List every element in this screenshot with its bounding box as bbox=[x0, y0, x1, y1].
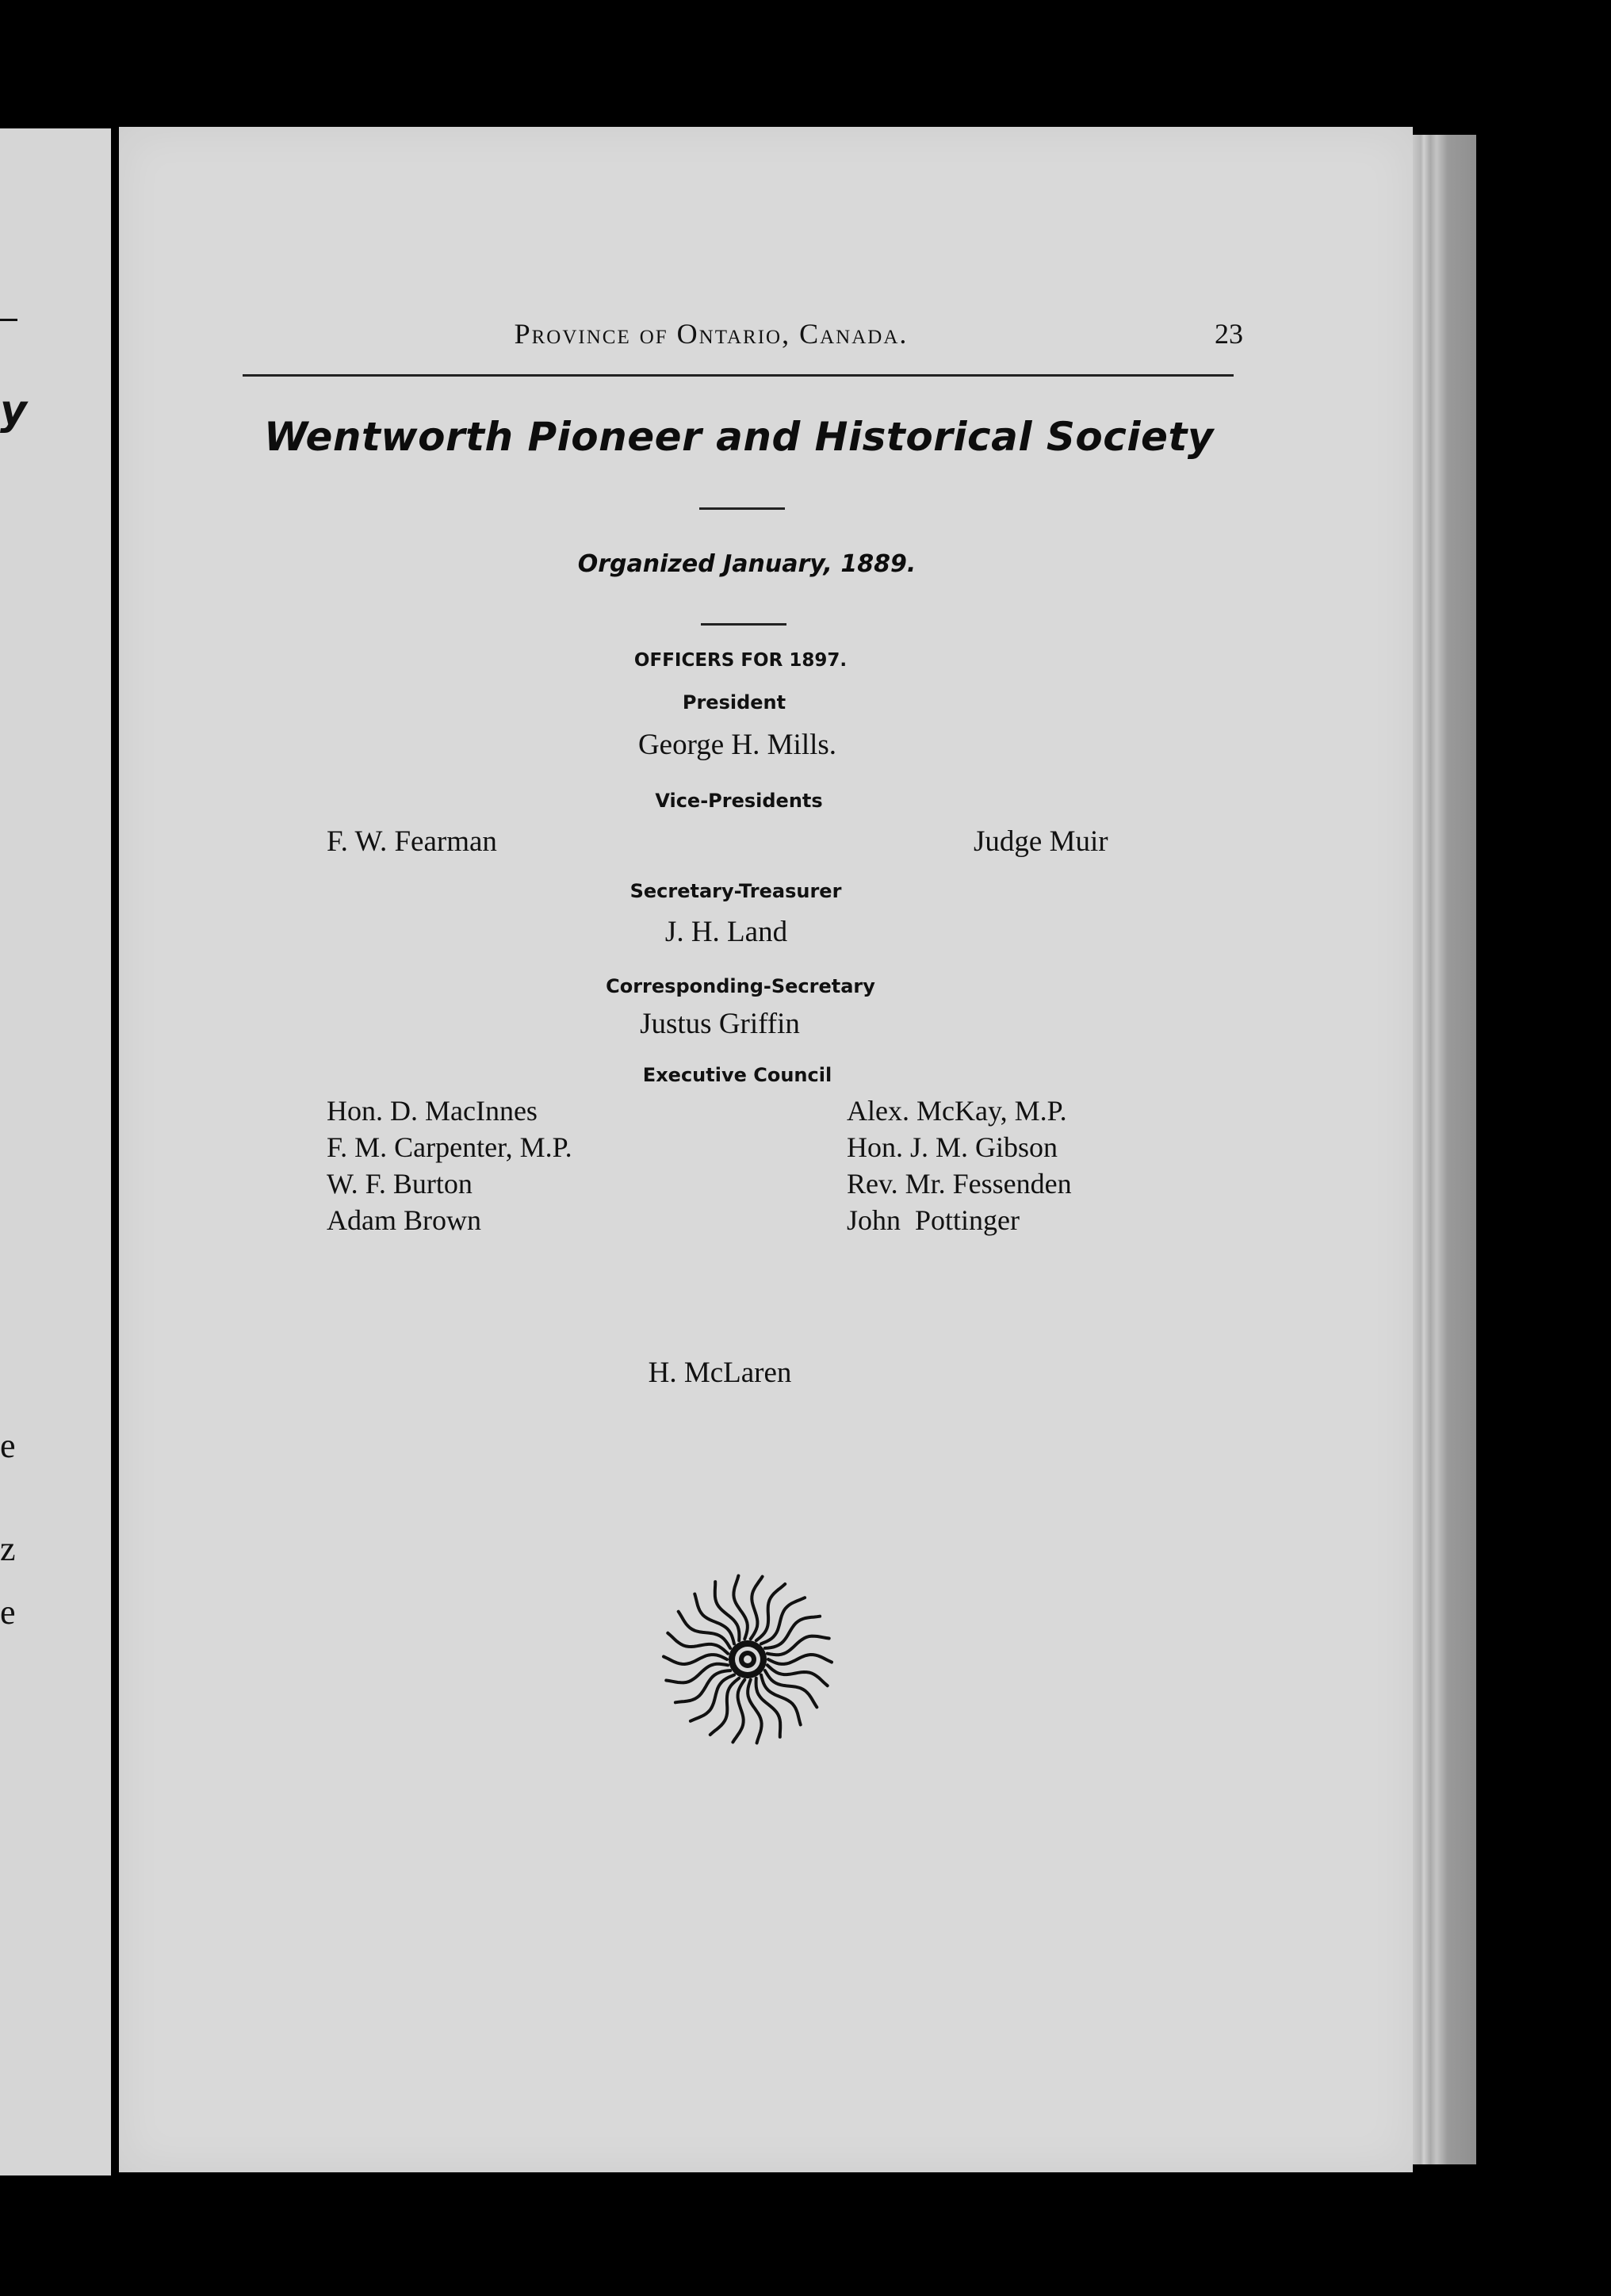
left-page-letter: z bbox=[0, 1529, 16, 1568]
corresponding-secretary-label: Corresponding-Secretary bbox=[606, 975, 875, 997]
left-page-letter: e bbox=[0, 1593, 16, 1632]
running-head bbox=[515, 317, 909, 350]
ornament-ray bbox=[765, 1617, 820, 1648]
officers-heading: OFFICERS FOR 1897. bbox=[633, 650, 848, 671]
secretary-treasurer-label: Secretary-Treasurer bbox=[629, 880, 842, 902]
book-page bbox=[119, 127, 1413, 2172]
president-name: George H. Mills. bbox=[637, 729, 837, 761]
ornament-ray bbox=[695, 1594, 734, 1644]
council-member-last: H. McLaren bbox=[648, 1357, 792, 1389]
organized-date: Organized January, 1889. bbox=[577, 550, 916, 578]
ornament-ray bbox=[710, 1678, 739, 1735]
secretary-treasurer-name: J. H. Land bbox=[664, 916, 788, 948]
council-member: F. M. Carpenter, M.P. bbox=[327, 1131, 572, 1163]
header-rule bbox=[243, 374, 1234, 377]
vice-president-name: Judge Muir bbox=[974, 825, 1108, 858]
executive-council-left bbox=[327, 1093, 572, 1238]
ornament-ray bbox=[756, 1584, 785, 1640]
page-title: Wentworth Pioneer and Historical Society bbox=[264, 414, 1214, 460]
page-edges bbox=[1413, 135, 1476, 2164]
executive-council-label: Executive Council bbox=[642, 1064, 832, 1086]
council-member: John Pottinger bbox=[847, 1204, 1020, 1236]
ornament-ray bbox=[733, 1680, 744, 1743]
ornament-ray bbox=[761, 1675, 801, 1725]
organized-rule bbox=[701, 623, 786, 626]
ornament-ray bbox=[675, 1670, 730, 1702]
executive-council-right bbox=[847, 1093, 1072, 1238]
council-member: Hon. D. MacInnes bbox=[327, 1095, 538, 1127]
running-head-title: Province of Ontario, Canada. bbox=[514, 318, 909, 350]
left-page-letter: e bbox=[0, 1426, 16, 1465]
council-member: W. F. Burton bbox=[327, 1168, 473, 1200]
title-rule bbox=[699, 507, 785, 510]
left-page-dash bbox=[0, 319, 17, 321]
sunburst-ornament-icon bbox=[660, 1571, 836, 1747]
vice-presidents-label: Vice-Presidents bbox=[655, 790, 823, 812]
left-page-fragment bbox=[0, 128, 111, 2175]
council-member: Hon. J. M. Gibson bbox=[847, 1131, 1058, 1163]
president-label: President bbox=[682, 691, 786, 714]
corresponding-secretary-name: Justus Griffin bbox=[640, 1008, 800, 1040]
council-member: Alex. McKay, M.P. bbox=[847, 1095, 1067, 1127]
ornament-ray bbox=[748, 1680, 761, 1743]
council-member: Adam Brown bbox=[327, 1204, 481, 1236]
ornament-ray bbox=[733, 1576, 747, 1640]
page-number: 23 bbox=[1215, 318, 1243, 350]
left-page-letter: y bbox=[0, 387, 27, 434]
ornament-ray bbox=[751, 1577, 763, 1640]
council-member: Rev. Mr. Fessenden bbox=[847, 1168, 1072, 1200]
vice-president-name: F. W. Fearman bbox=[327, 825, 497, 858]
